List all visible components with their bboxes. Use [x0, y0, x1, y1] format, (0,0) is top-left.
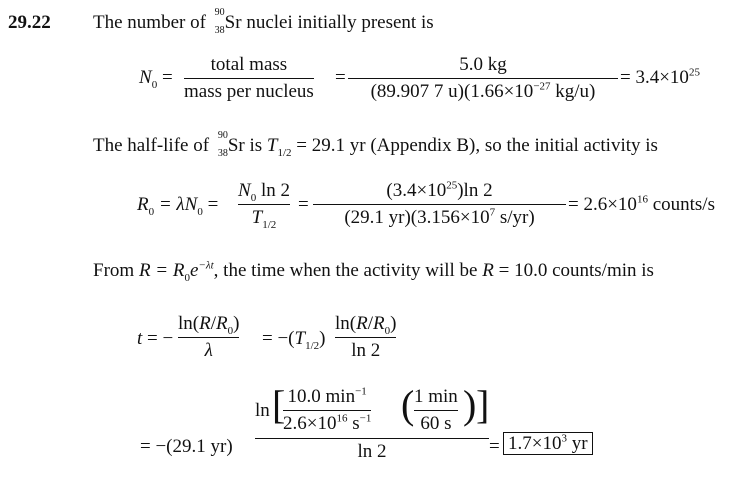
eq2-equals: =: [298, 194, 309, 215]
eq3-fraction-1: [178, 313, 239, 362]
eq2-result: = $2.6\times 10^{16}$ counts/s: [568, 193, 715, 215]
isotope-notation-2: 90 38: [217, 130, 228, 159]
eq4-equals: =: [489, 436, 500, 457]
eq2-fraction-2: [313, 180, 566, 229]
eq3-fraction-2: [335, 313, 396, 362]
eq1-fraction-2: [348, 54, 618, 103]
eq3-f1-numerator: $\ln(R/R_0)$: [178, 313, 240, 337]
eq1-result: = $3.4\times 10^{25}$: [620, 66, 700, 88]
intro-line: [93, 7, 434, 36]
eq2-f1-denominator: $T_{1/2}$: [251, 207, 277, 231]
atomic-number: 38: [214, 25, 225, 36]
eq1-f1-numerator: total mass: [210, 54, 288, 75]
eq3-mid: = $-(T_{1/2})$: [262, 328, 326, 352]
eq2-f2-numerator: $(3.4\times 10^{25})\ln$ 2: [386, 179, 493, 201]
intro-tail: nuclei initially present is: [241, 12, 434, 33]
isotope-notation: [211, 7, 225, 36]
eq4-numerator: ln [ 10.0 $\min^{-1}$ $2.6\times 10^{16}$ $s^{-1}$ ( 1 min 60 s ) ]: [255, 382, 490, 434]
intro-text: The number of: [93, 12, 211, 33]
eq1-equals: =: [335, 67, 346, 88]
eq3-f2-denominator: ln 2: [351, 340, 381, 361]
eq4-lhs: = −(29.1 yr): [140, 436, 233, 457]
eq2-f2-denominator: (29.1 $yr)(3.156\times 10^7$ s/yr): [344, 206, 535, 228]
eq1-lhs: $N_0$ =: [139, 67, 173, 91]
eq2-fraction-1: [238, 180, 290, 229]
eq2-lhs: $R_0 = \lambda N_0$ =: [137, 194, 219, 218]
problem-number: 29.22: [8, 12, 51, 33]
eq4-big-fraction: [255, 382, 490, 463]
eq1-f2-numerator: 5.0 kg: [459, 54, 507, 75]
half-life-line: The half-life of 90 38 Sr is $T_{1/2} = 29.1$ yr (Appendix B), so the initial activity is: [93, 130, 658, 159]
mass-number: 90: [214, 7, 225, 18]
eq1-f2-denominator: (89.907 7 $u)(1.66\times 10^{-27}$ kg/u): [370, 80, 596, 102]
eq4-inner-fraction-1: 10.0 $\min^{-1}$ $2.6\times 10^{16}$ $s^{-1}$: [283, 385, 372, 434]
eq4-inner-fraction-2: 1 min 60 s: [414, 386, 458, 434]
eq1-f1-denominator: mass per nucleus: [184, 81, 314, 102]
eq3-lhs: t = −: [137, 328, 174, 349]
eq2-f1-numerator: $N_0$ ln 2: [238, 180, 290, 204]
eq3-f1-denominator: λ: [204, 340, 213, 361]
eq3-f2-numerator: $\ln(R/R_0)$: [335, 313, 397, 337]
element-symbol: Sr: [224, 12, 242, 33]
eq1-fraction-1: [184, 54, 314, 103]
final-answer: $1.7\times 10^3$ yr: [503, 433, 593, 455]
from-line: From $R = R_0e^{-\lambda t}$, the time when the activity will be R = 10.0 counts/min is: [93, 259, 654, 284]
eq4-denominator: ln 2: [357, 441, 387, 462]
